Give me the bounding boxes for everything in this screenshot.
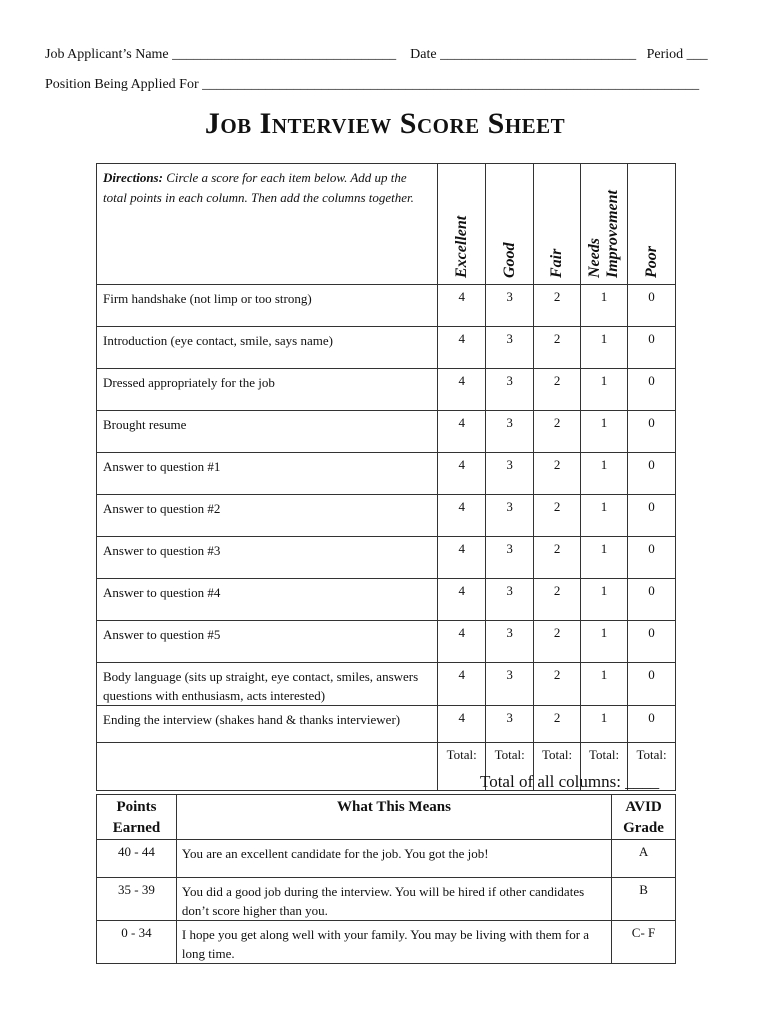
score-option-needs-improvement[interactable]: 1	[581, 285, 628, 327]
score-option-excellent[interactable]: 4	[438, 369, 486, 411]
score-option-excellent[interactable]: 4	[438, 411, 486, 453]
total-cell-fair[interactable]: Total:	[534, 743, 581, 791]
grade-points: 35 - 39	[97, 878, 177, 921]
score-option-needs-improvement[interactable]: 1	[581, 369, 628, 411]
score-option-needs-improvement[interactable]: 1	[581, 411, 628, 453]
col-label-good: Good	[500, 242, 518, 278]
col-label-fair: Fair	[548, 248, 566, 278]
grade-meaning: You are an excellent candidate for the job. You got the job!	[176, 840, 611, 878]
score-table-header-row	[97, 164, 676, 285]
totals-label-cell	[97, 743, 438, 791]
col-header-good	[486, 164, 534, 285]
score-item-label: Dressed appropriately for the job	[97, 369, 438, 411]
score-item-label: Firm handshake (not limp or too strong)	[97, 285, 438, 327]
score-item-label: Brought resume	[97, 411, 438, 453]
col-header-excellent	[438, 164, 486, 285]
score-option-poor[interactable]: 0	[628, 579, 676, 621]
score-option-needs-improvement[interactable]: 1	[581, 706, 628, 743]
score-option-fair[interactable]: 2	[534, 285, 581, 327]
applicant-name-date-period-line: Job Applicant’s Name ________________________________ Date ____________________________ Period ___	[45, 47, 708, 62]
score-row	[97, 537, 676, 579]
score-option-good[interactable]: 3	[486, 579, 534, 621]
score-option-needs-improvement[interactable]: 1	[581, 327, 628, 369]
directions-cell	[97, 164, 438, 285]
col-label-needs-improvement	[586, 190, 622, 278]
grade-row	[97, 921, 676, 964]
score-row	[97, 663, 676, 706]
score-row	[97, 495, 676, 537]
score-row	[97, 706, 676, 743]
score-option-good[interactable]: 3	[486, 495, 534, 537]
score-option-good[interactable]: 3	[486, 621, 534, 663]
score-row	[97, 621, 676, 663]
avid-grade-header: AVID Grade	[612, 795, 676, 840]
score-option-poor[interactable]: 0	[628, 495, 676, 537]
score-row	[97, 369, 676, 411]
score-option-poor[interactable]: 0	[628, 663, 676, 706]
score-row	[97, 579, 676, 621]
page-title: Job Interview Score Sheet	[204, 107, 566, 140]
score-option-good[interactable]: 3	[486, 369, 534, 411]
what-this-means-header: What This Means	[176, 795, 611, 840]
score-option-excellent[interactable]: 4	[438, 285, 486, 327]
score-option-excellent[interactable]: 4	[438, 706, 486, 743]
grade-row	[97, 840, 676, 878]
grade-letter: B	[612, 878, 676, 921]
total-cell-needs-improvement[interactable]: Total:	[581, 743, 628, 791]
score-option-fair[interactable]: 2	[534, 537, 581, 579]
score-item-label: Introduction (eye contact, smile, says name)	[97, 327, 438, 369]
grade-letter: C- F	[612, 921, 676, 964]
grade-table-header-row	[97, 795, 676, 840]
col-label-needs: Needs	[586, 238, 604, 278]
score-option-excellent[interactable]: 4	[438, 621, 486, 663]
score-option-good[interactable]: 3	[486, 411, 534, 453]
score-option-needs-improvement[interactable]: 1	[581, 663, 628, 706]
score-option-poor[interactable]: 0	[628, 453, 676, 495]
grade-points: 40 - 44	[97, 840, 177, 878]
score-option-needs-improvement[interactable]: 1	[581, 621, 628, 663]
grade-table	[96, 794, 676, 964]
score-option-poor[interactable]: 0	[628, 411, 676, 453]
score-option-good[interactable]: 3	[486, 706, 534, 743]
grade-row	[97, 878, 676, 921]
score-option-fair[interactable]: 2	[534, 706, 581, 743]
score-row	[97, 285, 676, 327]
score-option-good[interactable]: 3	[486, 663, 534, 706]
score-option-poor[interactable]: 0	[628, 537, 676, 579]
score-item-label: Answer to question #5	[97, 621, 438, 663]
grade-meaning: You did a good job during the interview. You will be hired if other candidates don’t score higher than you.	[176, 878, 611, 921]
score-option-fair[interactable]: 2	[534, 579, 581, 621]
grade-letter: A	[612, 840, 676, 878]
score-option-excellent[interactable]: 4	[438, 663, 486, 706]
score-option-good[interactable]: 3	[486, 453, 534, 495]
score-option-fair[interactable]: 2	[534, 453, 581, 495]
total-cell-good[interactable]: Total:	[486, 743, 534, 791]
points-earned-header: Points Earned	[97, 795, 177, 840]
score-item-label: Ending the interview (shakes hand & thanks interviewer)	[97, 706, 438, 743]
score-item-label: Answer to question #2	[97, 495, 438, 537]
score-option-good[interactable]: 3	[486, 537, 534, 579]
score-option-excellent[interactable]: 4	[438, 537, 486, 579]
score-option-good[interactable]: 3	[486, 327, 534, 369]
directions-text: Circle a score for each item below. Add up the total points in each column. Then add the columns together.	[103, 170, 414, 205]
score-option-fair[interactable]: 2	[534, 495, 581, 537]
col-header-needs-improvement	[581, 164, 628, 285]
score-row	[97, 453, 676, 495]
col-label-improvement: Improvement	[604, 190, 622, 278]
col-header-fair	[534, 164, 581, 285]
score-table	[96, 163, 676, 791]
score-option-needs-improvement[interactable]: 1	[581, 537, 628, 579]
score-option-poor[interactable]: 0	[628, 706, 676, 743]
score-option-excellent[interactable]: 4	[438, 327, 486, 369]
score-row	[97, 327, 676, 369]
position-applied-line: Position Being Applied For _______________________________________________________________________	[45, 77, 700, 92]
score-item-label: Answer to question #4	[97, 579, 438, 621]
col-label-poor: Poor	[642, 246, 660, 278]
score-option-excellent[interactable]: 4	[438, 579, 486, 621]
score-item-label: Answer to question #3	[97, 537, 438, 579]
score-option-fair[interactable]: 2	[534, 621, 581, 663]
grade-meaning: I hope you get along well with your family. You may be living with them for a long time.	[176, 921, 611, 964]
score-row	[97, 411, 676, 453]
score-option-fair[interactable]: 2	[534, 663, 581, 706]
score-option-good[interactable]: 3	[486, 285, 534, 327]
score-option-poor[interactable]: 0	[628, 621, 676, 663]
score-option-fair[interactable]: 2	[534, 369, 581, 411]
score-option-fair[interactable]: 2	[534, 411, 581, 453]
score-option-needs-improvement[interactable]: 1	[581, 453, 628, 495]
score-option-needs-improvement[interactable]: 1	[581, 579, 628, 621]
score-option-fair[interactable]: 2	[534, 327, 581, 369]
score-item-label: Answer to question #1	[97, 453, 438, 495]
score-option-poor[interactable]: 0	[628, 285, 676, 327]
col-header-poor	[628, 164, 676, 285]
score-option-excellent[interactable]: 4	[438, 453, 486, 495]
total-cell-excellent[interactable]: Total:	[438, 743, 486, 791]
directions-label: Directions:	[103, 170, 163, 185]
score-option-needs-improvement[interactable]: 1	[581, 495, 628, 537]
score-option-poor[interactable]: 0	[628, 369, 676, 411]
score-option-excellent[interactable]: 4	[438, 495, 486, 537]
col-label-excellent: Excellent	[452, 215, 470, 278]
total-cell-poor[interactable]: Total:	[628, 743, 676, 791]
score-item-label: Body language (sits up straight, eye contact, smiles, answers questions with enthusiasm, acts interested)	[97, 663, 438, 706]
total-of-all-columns: Total of all columns: ____	[480, 772, 660, 791]
grade-points: 0 - 34	[97, 921, 177, 964]
score-option-poor[interactable]: 0	[628, 327, 676, 369]
